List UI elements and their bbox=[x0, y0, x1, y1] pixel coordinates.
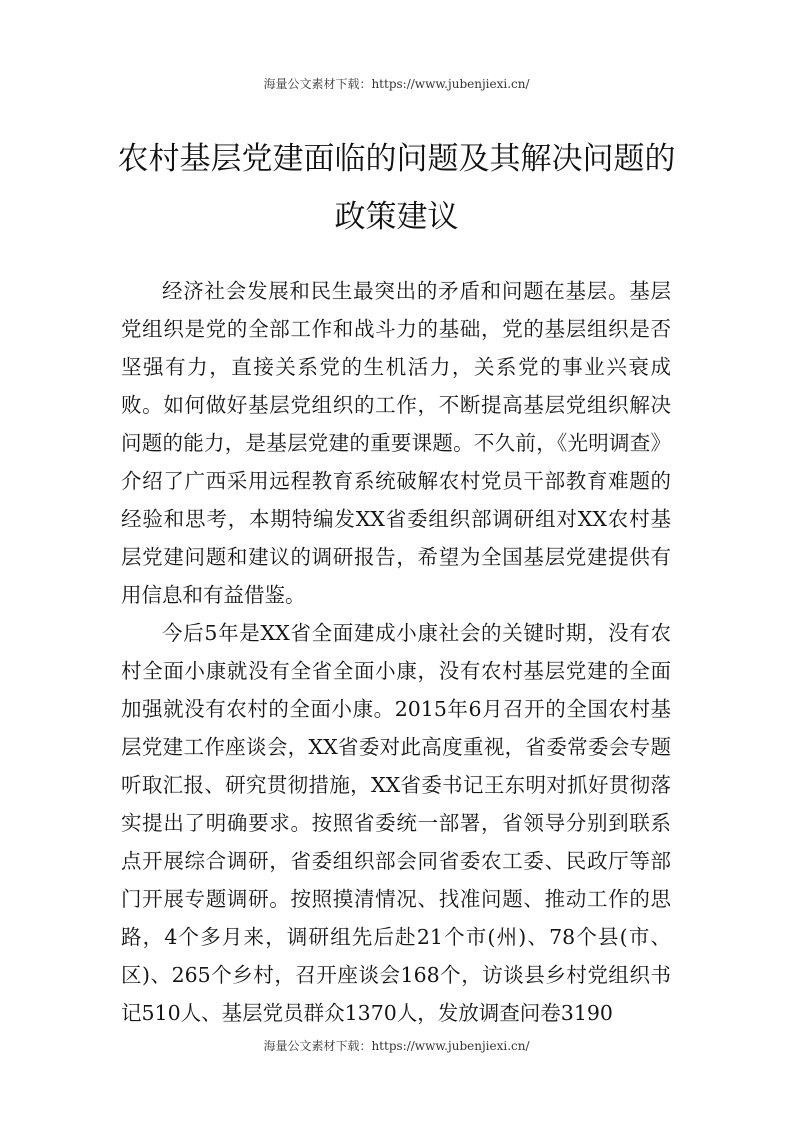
document-title bbox=[100, 130, 693, 246]
paragraph-intro: 经济社会发展和民生最突出的矛盾和问题在基层。基层党组织是党的全部工作和战斗力的基础，党的基层组织是否坚强有力，直接关系党的生机活力，关系党的事业兴衰成败。如何做好基层党组织的工作，不断提高基层党组织解决问题的能力，是基层党建的重要课题。不久前，《光明调查》介绍了广西采用远程教育系统破解农村党员干部教育难题的经验和思考，本期特编发XX省委组织部调研组对XX农村基层党建问题和建议的调研报告，希望为全国基层党建提供有用信息和有益借鉴。 bbox=[121, 279, 671, 607]
page-header: 海量公文素材下载：https://www.jubenjiexi.cn/ bbox=[263, 77, 530, 91]
document-body bbox=[121, 272, 671, 1032]
paragraph-research: 今后5年是XX省全面建成小康社会的关键时期，没有农村全面小康就没有全省全面小康，没有农村基层党建的全面加强就没有农村的全面小康。2015年6月召开的全国农村基层党建工作座谈会，XX省委对此高度重视，省委常委会专题听取汇报、研究贯彻措施，XX省委书记王东明对抓好贯彻落实提出了明确要求。按照省委统一部署，省领导分别到联系点开展综合调研，省委组织部会同省委农工委、民政厅等部门开展专题调研。按照摸清情况、找准问题、推动工作的思路，4个多月来，调研组先后赴21个市(州)、78个县(市、区)、265个乡村，召开座谈会168个，访谈县乡村党组织书记510人、基层党员群众1370人，发放调查问卷3190 bbox=[121, 621, 671, 1025]
title-line-1: 农村基层党建面临的问题及其解决问题的 bbox=[117, 141, 676, 177]
page-footer: 海量公文素材下载：https://www.jubenjiexi.cn/ bbox=[263, 1039, 530, 1053]
title-line-2: 政策建议 bbox=[334, 199, 459, 235]
